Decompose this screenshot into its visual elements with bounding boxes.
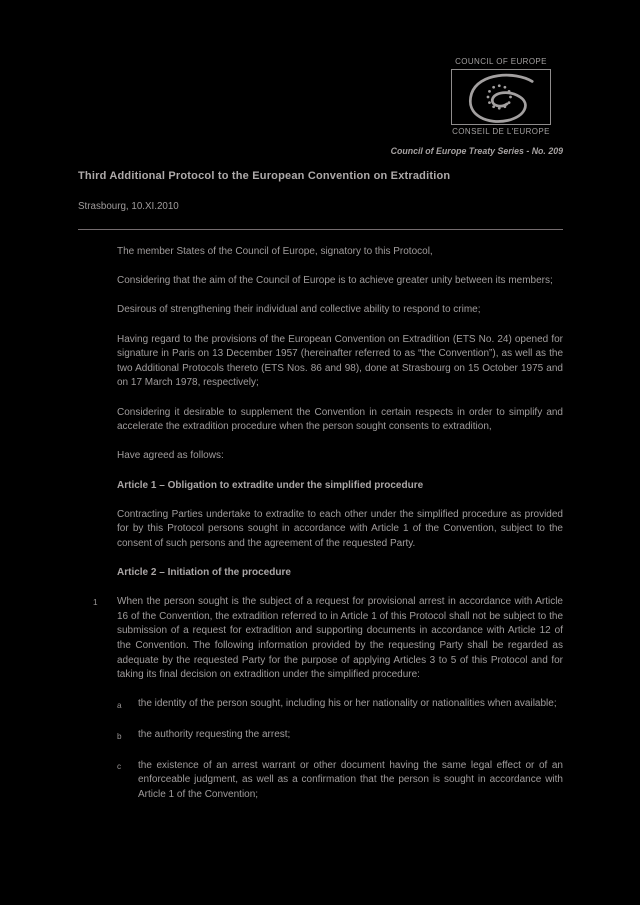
document-body xyxy=(93,245,563,803)
council-of-europe-logo xyxy=(451,57,551,137)
preamble-paragraph: Have agreed as follows: xyxy=(117,450,224,462)
logo-caption-english: COUNCIL OF EUROPE xyxy=(455,57,547,66)
article-1-paragraph: Contracting Parties undertake to extradite to each other under the simplified procedure as provided for by this Protocol persons sought in accordance with Article 1 of the Convention, subject to the consent of such persons and the agreement of the requested Party. xyxy=(117,508,563,549)
list-item-label: c xyxy=(117,762,122,772)
article-2-clause-1 xyxy=(93,595,563,683)
preamble-paragraph: Considering it desirable to supplement the Convention in certain respects in order to simplify and accelerate the extradition procedure when the person sought consents to extradition, xyxy=(117,406,563,433)
list-item-b xyxy=(117,728,563,744)
council-of-europe-emblem-icon xyxy=(451,69,551,125)
list-item-label: b xyxy=(117,731,122,741)
preamble-paragraph: Considering that the aim of the Council of Europe is to achieve greater unity between its members; xyxy=(117,275,553,287)
clause-text: When the person sought is the subject of a request for provisional arrest in accordance with Article 16 of the Convention, the extradition referred to in Article 1 of this Protocol shall not be subject to the submission of a request for extradition and supporting documents in accordance with Article 12 of the Convention. The following information provided by the requesting Party shall be regarded as adequate by the requested Party for the purpose of applying Articles 3 to 5 of this Protocol and for taking its final decision on extradition under the simplified procedure: xyxy=(117,596,563,681)
article-1-heading: Article 1 – Obligation to extradite under the simplified procedure xyxy=(117,479,424,491)
list-item-c xyxy=(117,759,563,803)
separator-rule xyxy=(78,229,563,230)
list-item-text: the authority requesting the arrest; xyxy=(138,729,291,741)
list-item-text: the existence of an arrest warrant or other document having the same legal effect or of an enforceable judgment, as well as a confirmation that the person is sought in accordance with Article 1 of the Convention; xyxy=(138,759,563,800)
preamble-paragraph: Desirous of strengthening their individual and collective ability to respond to crime; xyxy=(117,304,481,316)
list-item-a xyxy=(117,697,563,713)
preamble-paragraph: Having regard to the provisions of the European Convention on Extradition (ETS No. 24) opened for signature in Paris on 13 December 1957 (hereinafter referred to as “the Convention”), as well as the two Additional Protocols thereto (ETS Nos. 86 and 98), done at Strasbourg on 15 October 1975 and on 17 March 1978, respectively; xyxy=(117,333,563,389)
list-item-text: the identity of the person sought, including his or her nationality or nationalities when available; xyxy=(138,698,557,710)
place-and-date: Strasbourg, 10.XI.2010 xyxy=(78,201,179,212)
clause-number: 1 xyxy=(93,598,98,608)
logo-caption-french: CONSEIL DE L'EUROPE xyxy=(452,127,550,136)
preamble-paragraph: The member States of the Council of Europe, signatory to this Protocol, xyxy=(117,246,433,257)
treaty-series-line: Council of Europe Treaty Series - No. 209 xyxy=(390,146,563,156)
article-2-heading: Article 2 – Initiation of the procedure xyxy=(117,567,291,579)
list-item-label: a xyxy=(117,700,122,710)
document-title: Third Additional Protocol to the European Convention on Extradition xyxy=(78,170,451,182)
